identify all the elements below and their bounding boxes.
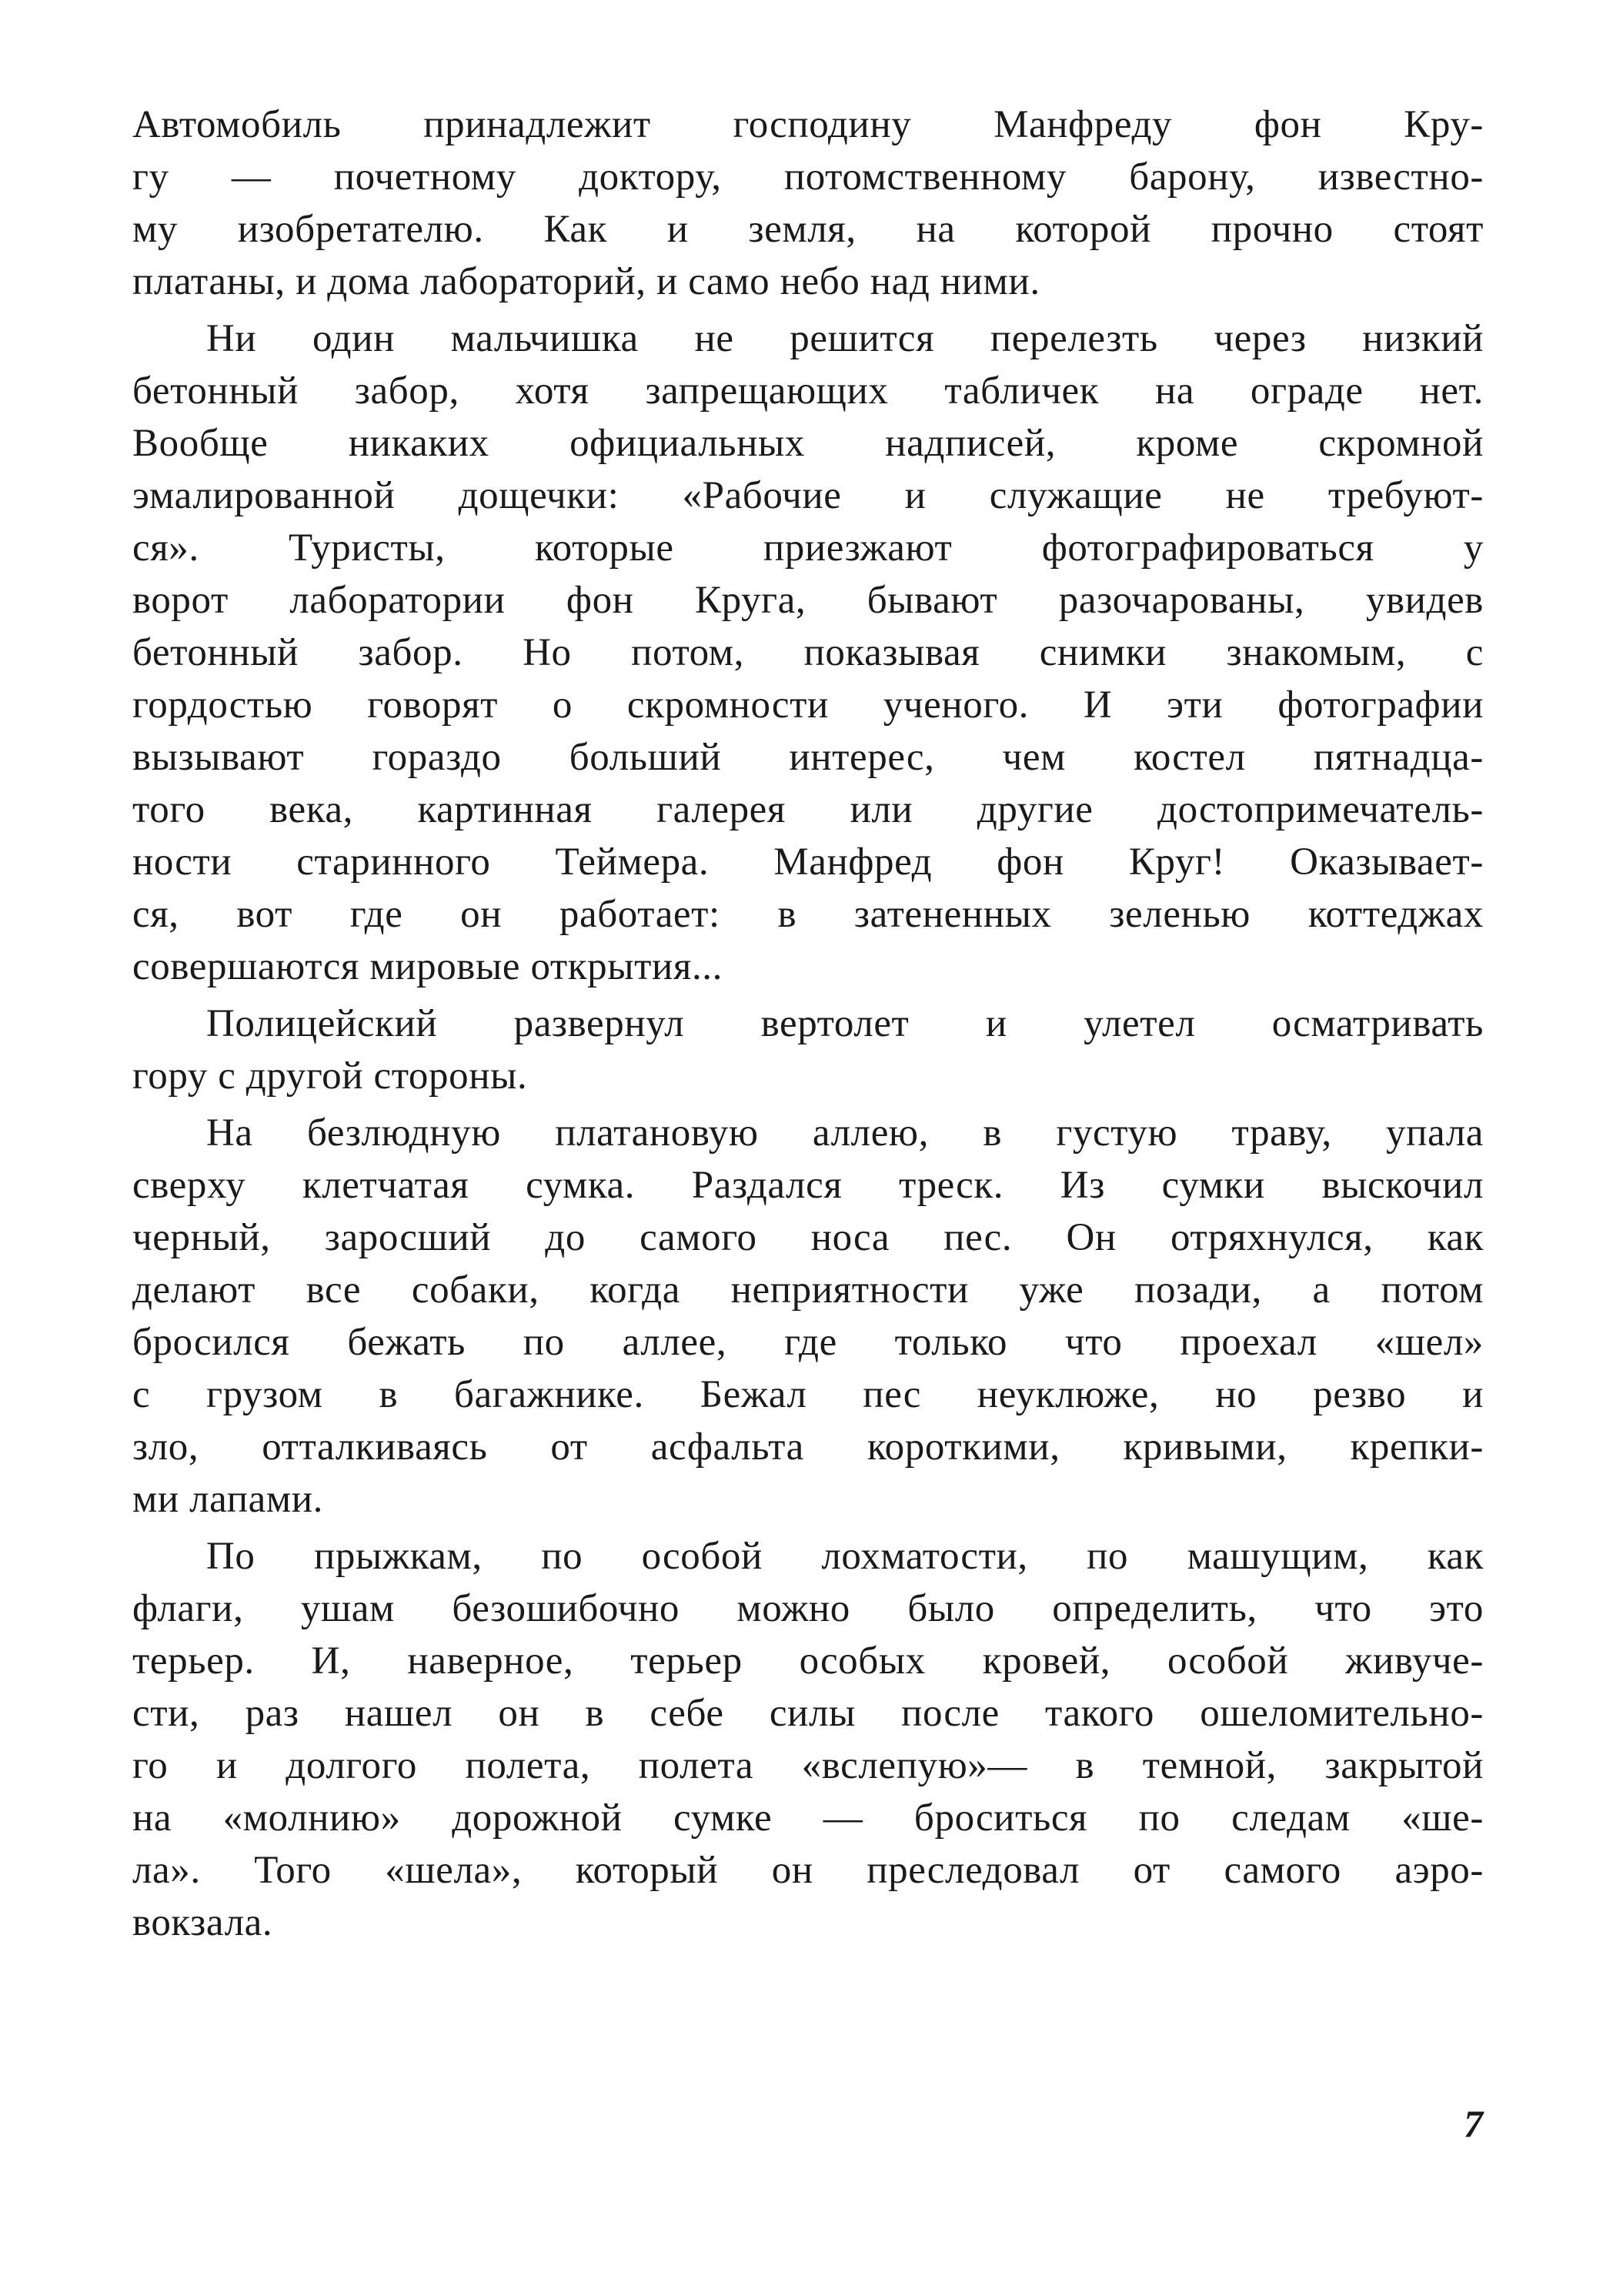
text-line: зло, отталкиваясь от асфальта короткими, кривыми, крепки- — [132, 1425, 1484, 1469]
text-line: гордостью говорят о скромности ученого. И эти фотографии — [132, 683, 1484, 727]
text-line: Автомобиль принадлежит господину Манфреду фон Кру- — [132, 103, 1484, 146]
text-line: ми лапами. — [132, 1478, 323, 1521]
text-line: сти, раз нашел он в себе силы после такого ошеломительно- — [132, 1692, 1484, 1735]
text-line: вокзала. — [132, 1901, 273, 1944]
text-line: вызывают гораздо больший интерес, чем костел пятнадца- — [132, 736, 1484, 779]
text-line: ся». Туристы, которые приезжают фотографироваться у — [132, 526, 1484, 570]
text-line: платаны, и дома лабораторий, и само небо над ними. — [132, 260, 1040, 303]
body-text — [132, 99, 1484, 1949]
text-line: ся, вот где он работает: в затененных зеленью коттеджах — [132, 893, 1484, 936]
paragraph-3 — [132, 998, 1484, 1102]
page-number: 7 — [1464, 2102, 1483, 2145]
text-line: на «молнию» дорожной сумке — броситься по следам «ше- — [132, 1796, 1484, 1840]
text-line: По прыжкам, по особой лохматости, по машущим, как — [206, 1535, 1484, 1578]
text-line: На безлюдную платановую аллею, в густую траву, упала — [206, 1111, 1484, 1155]
text-line: терьер. И, наверное, терьер особых кровей, особой живуче- — [132, 1639, 1484, 1683]
text-line: делают все собаки, когда неприятности уже позади, а потом — [132, 1268, 1484, 1312]
text-line: бетонный забор, хотя запрещающих табличек на ограде нет. — [132, 369, 1484, 413]
paragraph-1 — [132, 99, 1484, 308]
text-line: того века, картинная галерея или другие достопримечатель- — [132, 788, 1484, 831]
text-line: бетонный забор. Но потом, показывая снимки знакомым, с — [132, 631, 1484, 674]
text-line: черный, заросший до самого носа пес. Он отряхнулся, как — [132, 1216, 1484, 1259]
paragraph-4 — [132, 1107, 1484, 1526]
text-line: совершаются мировые открытия... — [132, 945, 723, 988]
text-line: ла». Того «шела», который он преследовал от самого аэро- — [132, 1849, 1484, 1892]
text-line: гору с другой стороны. — [132, 1054, 528, 1098]
text-line: ворот лаборатории фон Круга, бывают разочарованы, увидев — [132, 579, 1484, 622]
text-line: ности старинного Теймера. Манфред фон Круг! Оказывает- — [132, 841, 1484, 884]
text-line: Вообще никаких официальных надписей, кроме скромной — [132, 422, 1484, 465]
text-line: флаги, ушам безошибочно можно было определить, что это — [132, 1587, 1484, 1630]
text-line: бросился бежать по аллее, где только что проехал «шел» — [132, 1321, 1484, 1364]
text-line: Ни один мальчишка не решится перелезть через низкий — [206, 317, 1484, 360]
text-line: Полицейский развернул вертолет и улетел осматривать — [206, 1002, 1484, 1045]
text-line: му изобретателю. Как и земля, на которой прочно стоят — [132, 208, 1484, 251]
text-line: с грузом в багажнике. Бежал пес неуклюже, но резво и — [132, 1373, 1484, 1416]
paragraph-5 — [132, 1530, 1484, 1949]
text-line: эмалированной дощечки: «Рабочие и служащие не требуют- — [132, 474, 1484, 517]
text-line: гу — почетному доктору, потомственному барону, известно- — [132, 155, 1484, 199]
paragraph-2 — [132, 312, 1484, 993]
text-line: го и долгого полета, полета «вслепую»— в темной, закрытой — [132, 1744, 1484, 1787]
text-line: сверху клетчатая сумка. Раздался треск. Из сумки выскочил — [132, 1164, 1484, 1207]
